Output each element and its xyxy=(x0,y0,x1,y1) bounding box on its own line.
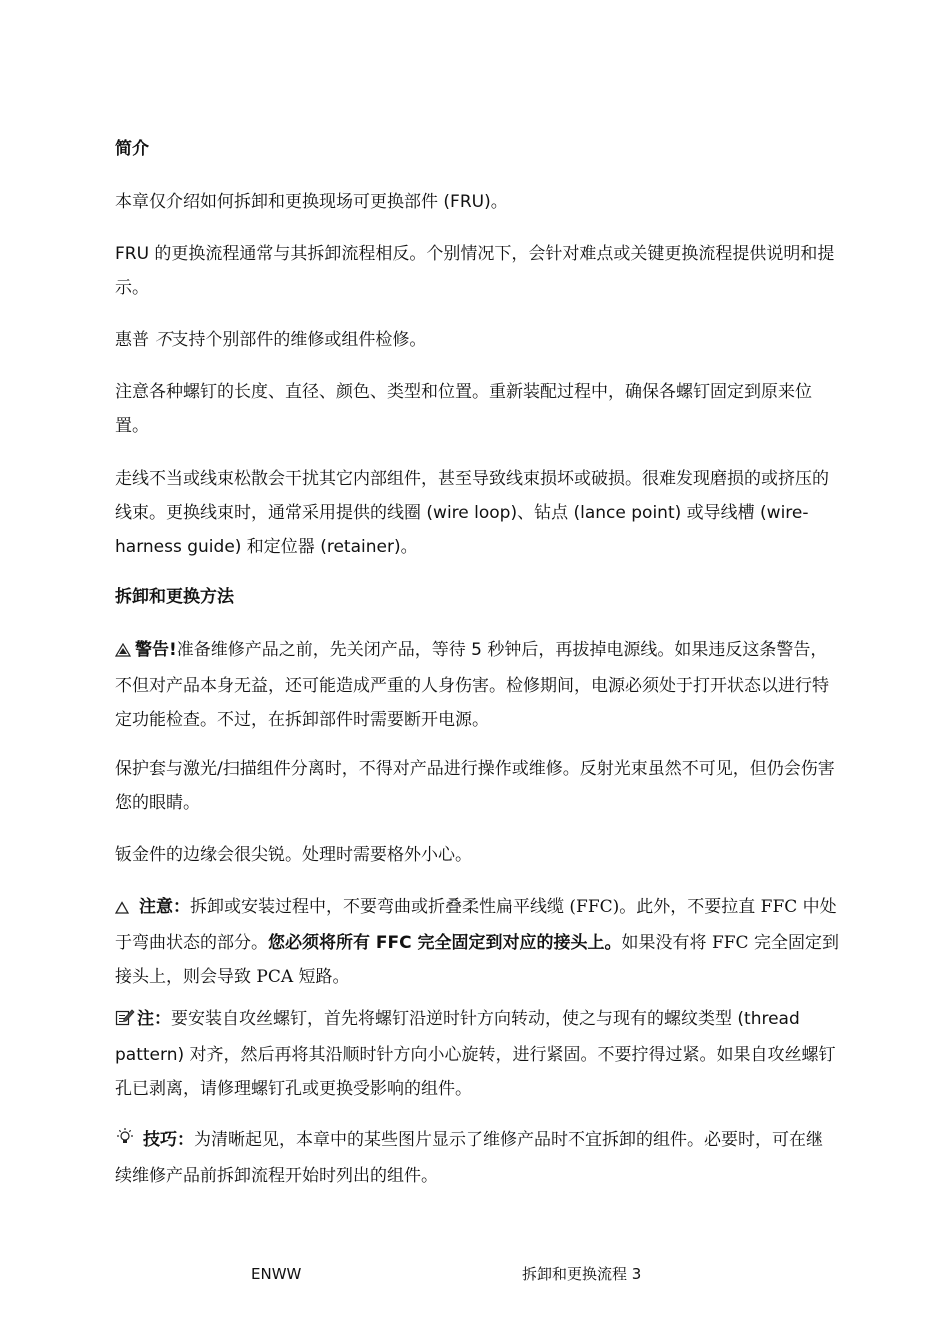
note-text: 要安装自攻丝螺钉，首先将螺钉沿逆时针方向转动，使之与现有的螺纹类型 (thread pattern) 对齐，然后再将其沿顺时针方向小心旋转，进行紧固。不要拧得过紧。如果自攻丝螺钉孔已剥离，请修理螺钉孔或更换受影响的组件。 xyxy=(115,1009,836,1099)
support-text-b: 支持个别部件的维修或组件检修。 xyxy=(171,330,427,350)
footer-right: 拆卸和更换流程 3 xyxy=(522,1265,642,1283)
tip-block xyxy=(115,1123,839,1193)
note-label: 注： xyxy=(137,1009,171,1029)
lightbulb-icon xyxy=(115,1125,135,1159)
caution-text-bold: 您必须将所有 FFC 完全固定到对应的接头上。 xyxy=(268,933,622,953)
tip-label: 技巧： xyxy=(143,1130,194,1150)
paragraph-screws: 注意各种螺钉的长度、直径、颜色、类型和位置。重新装配过程中，确保各螺钉固定到原来位置。 xyxy=(115,382,812,436)
caution-text-a: 拆卸或安装过程中，不要弯曲或折叠柔性扁平线缆 (FFC)。此外，不要拉直 FFC 中处于弯曲状态的部分。 xyxy=(115,897,837,953)
support-emphasis-not: 不 xyxy=(154,330,172,350)
warning-text: 准备维修产品之前，先关闭产品，等待 5 秒钟后，再拔掉电源线。如果违反这条警告，不但对产品本身无益，还可能造成严重的人身伤害。检修期间，电源必须处于打开状态以进行特定功能检查。不过，在拆卸部件时需要断开电源。 xyxy=(115,640,829,730)
warning-triangle-icon xyxy=(115,635,131,669)
warning-label: 警告! xyxy=(135,640,177,660)
paragraph-replacement: FRU 的更换流程通常与其拆卸流程相反。个别情况下，会针对难点或关键更换流程提供说明和提示。 xyxy=(115,244,835,298)
paragraph-laser: 保护套与激光/扫描组件分离时，不得对产品进行操作或维修。反射光束虽然不可见，但仍会伤害您的眼睛。 xyxy=(115,759,835,813)
caution-label: 注意： xyxy=(139,897,190,917)
caution-triangle-icon xyxy=(115,892,129,926)
caution-text-b: 如果没有将 FFC 完全固定到接头上，则会导致 PCA 短路。 xyxy=(115,933,839,987)
footer-left: ENWW xyxy=(251,1265,302,1283)
support-text-a: 惠普 xyxy=(115,330,155,350)
paragraph-support xyxy=(115,323,839,357)
section-heading-intro: 简介 xyxy=(115,139,149,159)
paragraph-sheet-metal: 钣金件的边缘会很尖锐。处理时需要格外小心。 xyxy=(115,845,472,865)
caution-block xyxy=(115,890,839,994)
paragraph-wiring: 走线不当或线束松散会干扰其它内部组件，甚至导致线束损坏或破损。很难发现磨损的或挤压的线束。更换线束时，通常采用提供的线圈 (wire loop)、钻点 (lance point) 或导线槽 (wire-harness guide) 和定位器 (retainer)。 xyxy=(115,469,829,557)
tip-text: 为清晰起见，本章中的某些图片显示了维修产品时不宜拆卸的组件。必要时，可在继续维修产品前拆卸流程开始时列出的组件。 xyxy=(115,1130,823,1186)
note-block xyxy=(115,1002,839,1106)
note-pencil-icon xyxy=(115,1004,135,1038)
warning-block xyxy=(115,633,839,737)
paragraph-intro: 本章仅介绍如何拆卸和更换现场可更换部件 (FRU)。 xyxy=(115,192,508,212)
section-heading-methods: 拆卸和更换方法 xyxy=(115,587,234,607)
